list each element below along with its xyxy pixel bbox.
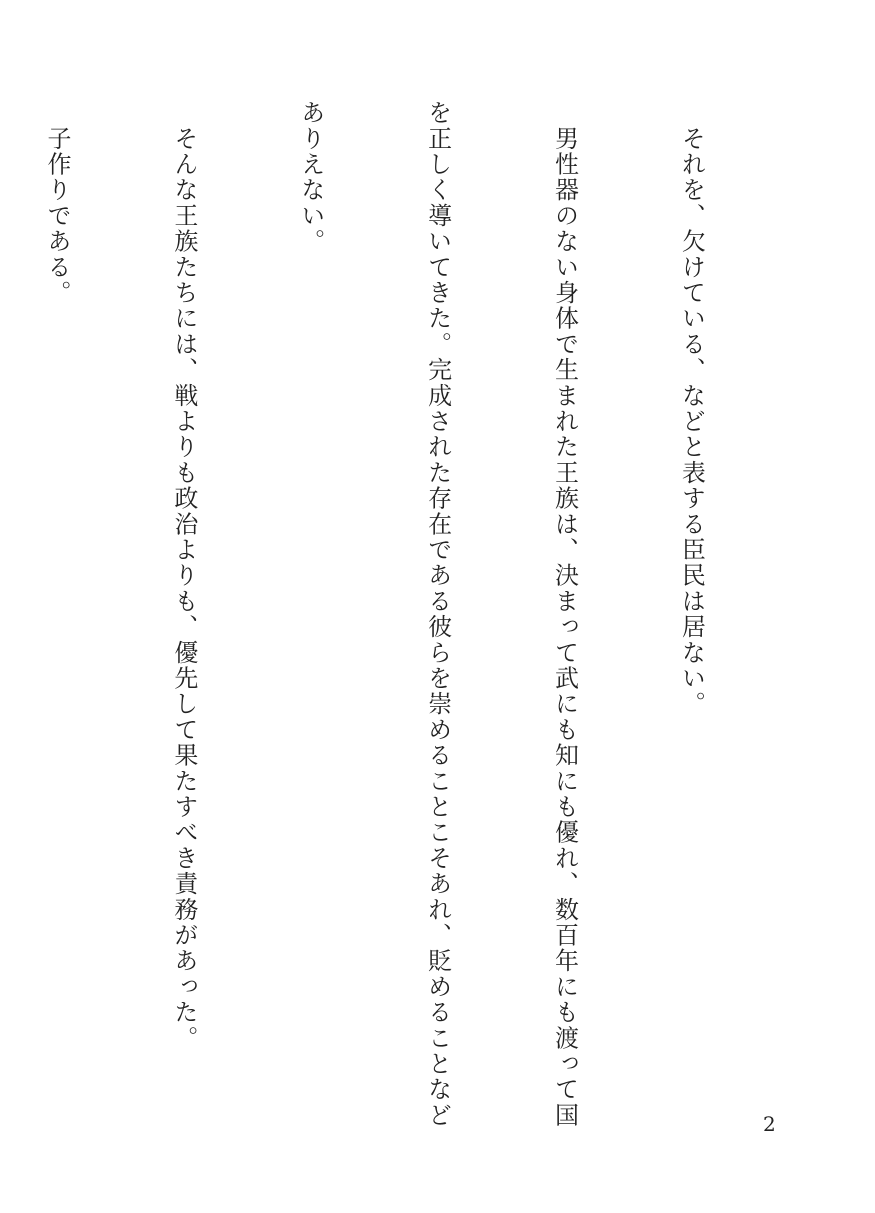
text-line: それを、欠けている、などと表する臣民は居ない。 bbox=[677, 100, 706, 717]
text-line: ありえない。 bbox=[296, 100, 325, 255]
vertical-text-block bbox=[42, 100, 797, 1128]
text-line: を正しく導いてきた。完成された存在である彼らを崇めることこそあれ、貶めることなど bbox=[423, 100, 452, 1128]
text-line: そんな王族たちには、戦よりも政治よりも、優先して果たすべき責務があった。 bbox=[169, 100, 198, 1051]
text-line: 男性器のない身体で生まれた王族は、決まって武にも知にも優れ、数百年にも渡って国 bbox=[550, 100, 579, 1128]
text-line: 子作りである。 bbox=[42, 100, 71, 306]
page-number: 2 bbox=[763, 1112, 776, 1136]
